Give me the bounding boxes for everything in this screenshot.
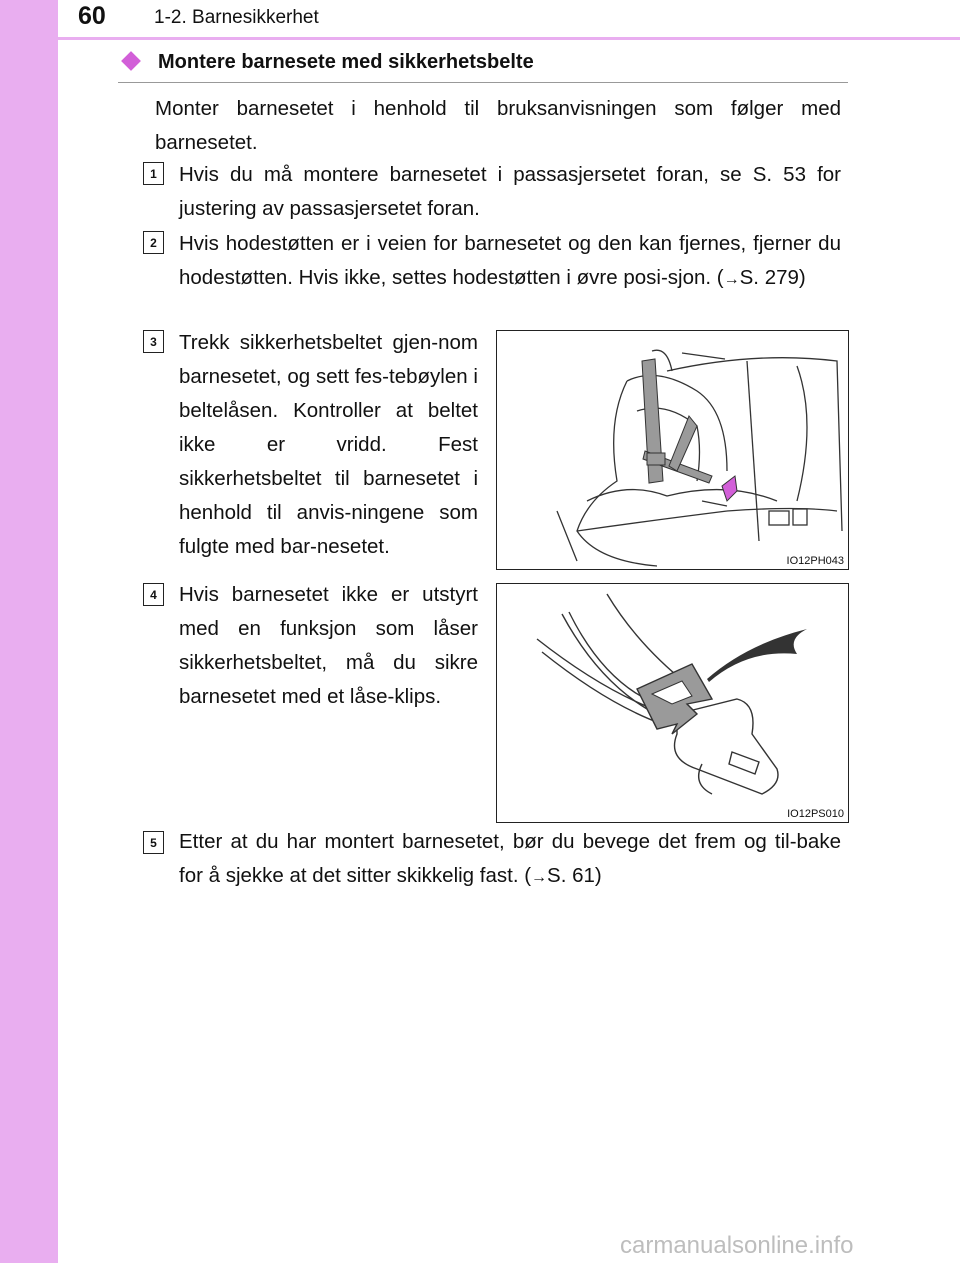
figure-child-seat xyxy=(496,330,849,570)
figure-locking-clip xyxy=(496,583,849,823)
page-reference[interactable]: S. 279 xyxy=(739,266,799,289)
step-text-5-end: ) xyxy=(594,864,602,887)
step-text-5-part: Etter at du har montert barnesetet, bør du bevege det frem og til-bake for å sjekke at det sitter skikkelig fast. ( xyxy=(179,830,841,887)
watermark: carmanualsonline.info xyxy=(620,1232,854,1259)
arrow-right-icon: → xyxy=(723,271,740,288)
step-number-2: 2 xyxy=(143,231,164,254)
step-text-5 xyxy=(179,825,841,895)
section-heading xyxy=(118,51,848,83)
sidebar-accent xyxy=(0,0,58,1263)
page-number: 60 xyxy=(78,2,106,30)
step-text-4: Hvis barnesetet ikke er utstyrt med en funksjon som låser sikkerhetsbeltet, må du sikre barnesetet med et låse-klips. xyxy=(179,583,478,708)
step-text-3: Trekk sikkerhetsbeltet gjen-nom barnesetet, og sett fes-tebøylen i beltelåsen. Kontroller at beltet ikke er vridd. Fest sikkerhetsbeltet til barnesetet i henhold til anvis-ningene som fulgte med bar-nesetet. xyxy=(179,331,478,558)
page-reference[interactable]: S. 61 xyxy=(547,864,595,887)
arrow-right-icon: → xyxy=(531,869,548,886)
step-text-1: Hvis du må montere barnesetet i passasjersetet foran, se S. 53 for justering av passasjersetet foran. xyxy=(179,163,841,220)
step-number-1: 1 xyxy=(143,162,164,185)
step-number-4: 4 xyxy=(143,583,164,606)
figure-code: IO12PH043 xyxy=(786,555,844,567)
child-seat-illustration xyxy=(497,331,848,569)
header-divider xyxy=(58,37,960,40)
step-number-3: 3 xyxy=(143,330,164,353)
step-text-2-end: ) xyxy=(798,266,806,289)
diamond-icon xyxy=(121,51,141,71)
chapter-title: 1-2. Barnesikkerhet xyxy=(154,7,319,28)
step-text-2 xyxy=(179,227,841,297)
step-text-2-part: Hvis hodestøtten er i veien for barnesetet og den kan fjernes, fjerner du hodestøtten. Hvis ikke, settes hodestøtten i øvre posi-sjon. ( xyxy=(179,232,841,289)
intro-paragraph: Monter barnesetet i henhold til bruksanvisningen som følger med barnesetet. xyxy=(155,97,841,154)
locking-clip-illustration xyxy=(497,584,848,822)
section-title: Montere barnesete med sikkerhetsbelte xyxy=(158,51,534,73)
step-number-5: 5 xyxy=(143,831,164,854)
figure-code: IO12PS010 xyxy=(787,808,844,820)
